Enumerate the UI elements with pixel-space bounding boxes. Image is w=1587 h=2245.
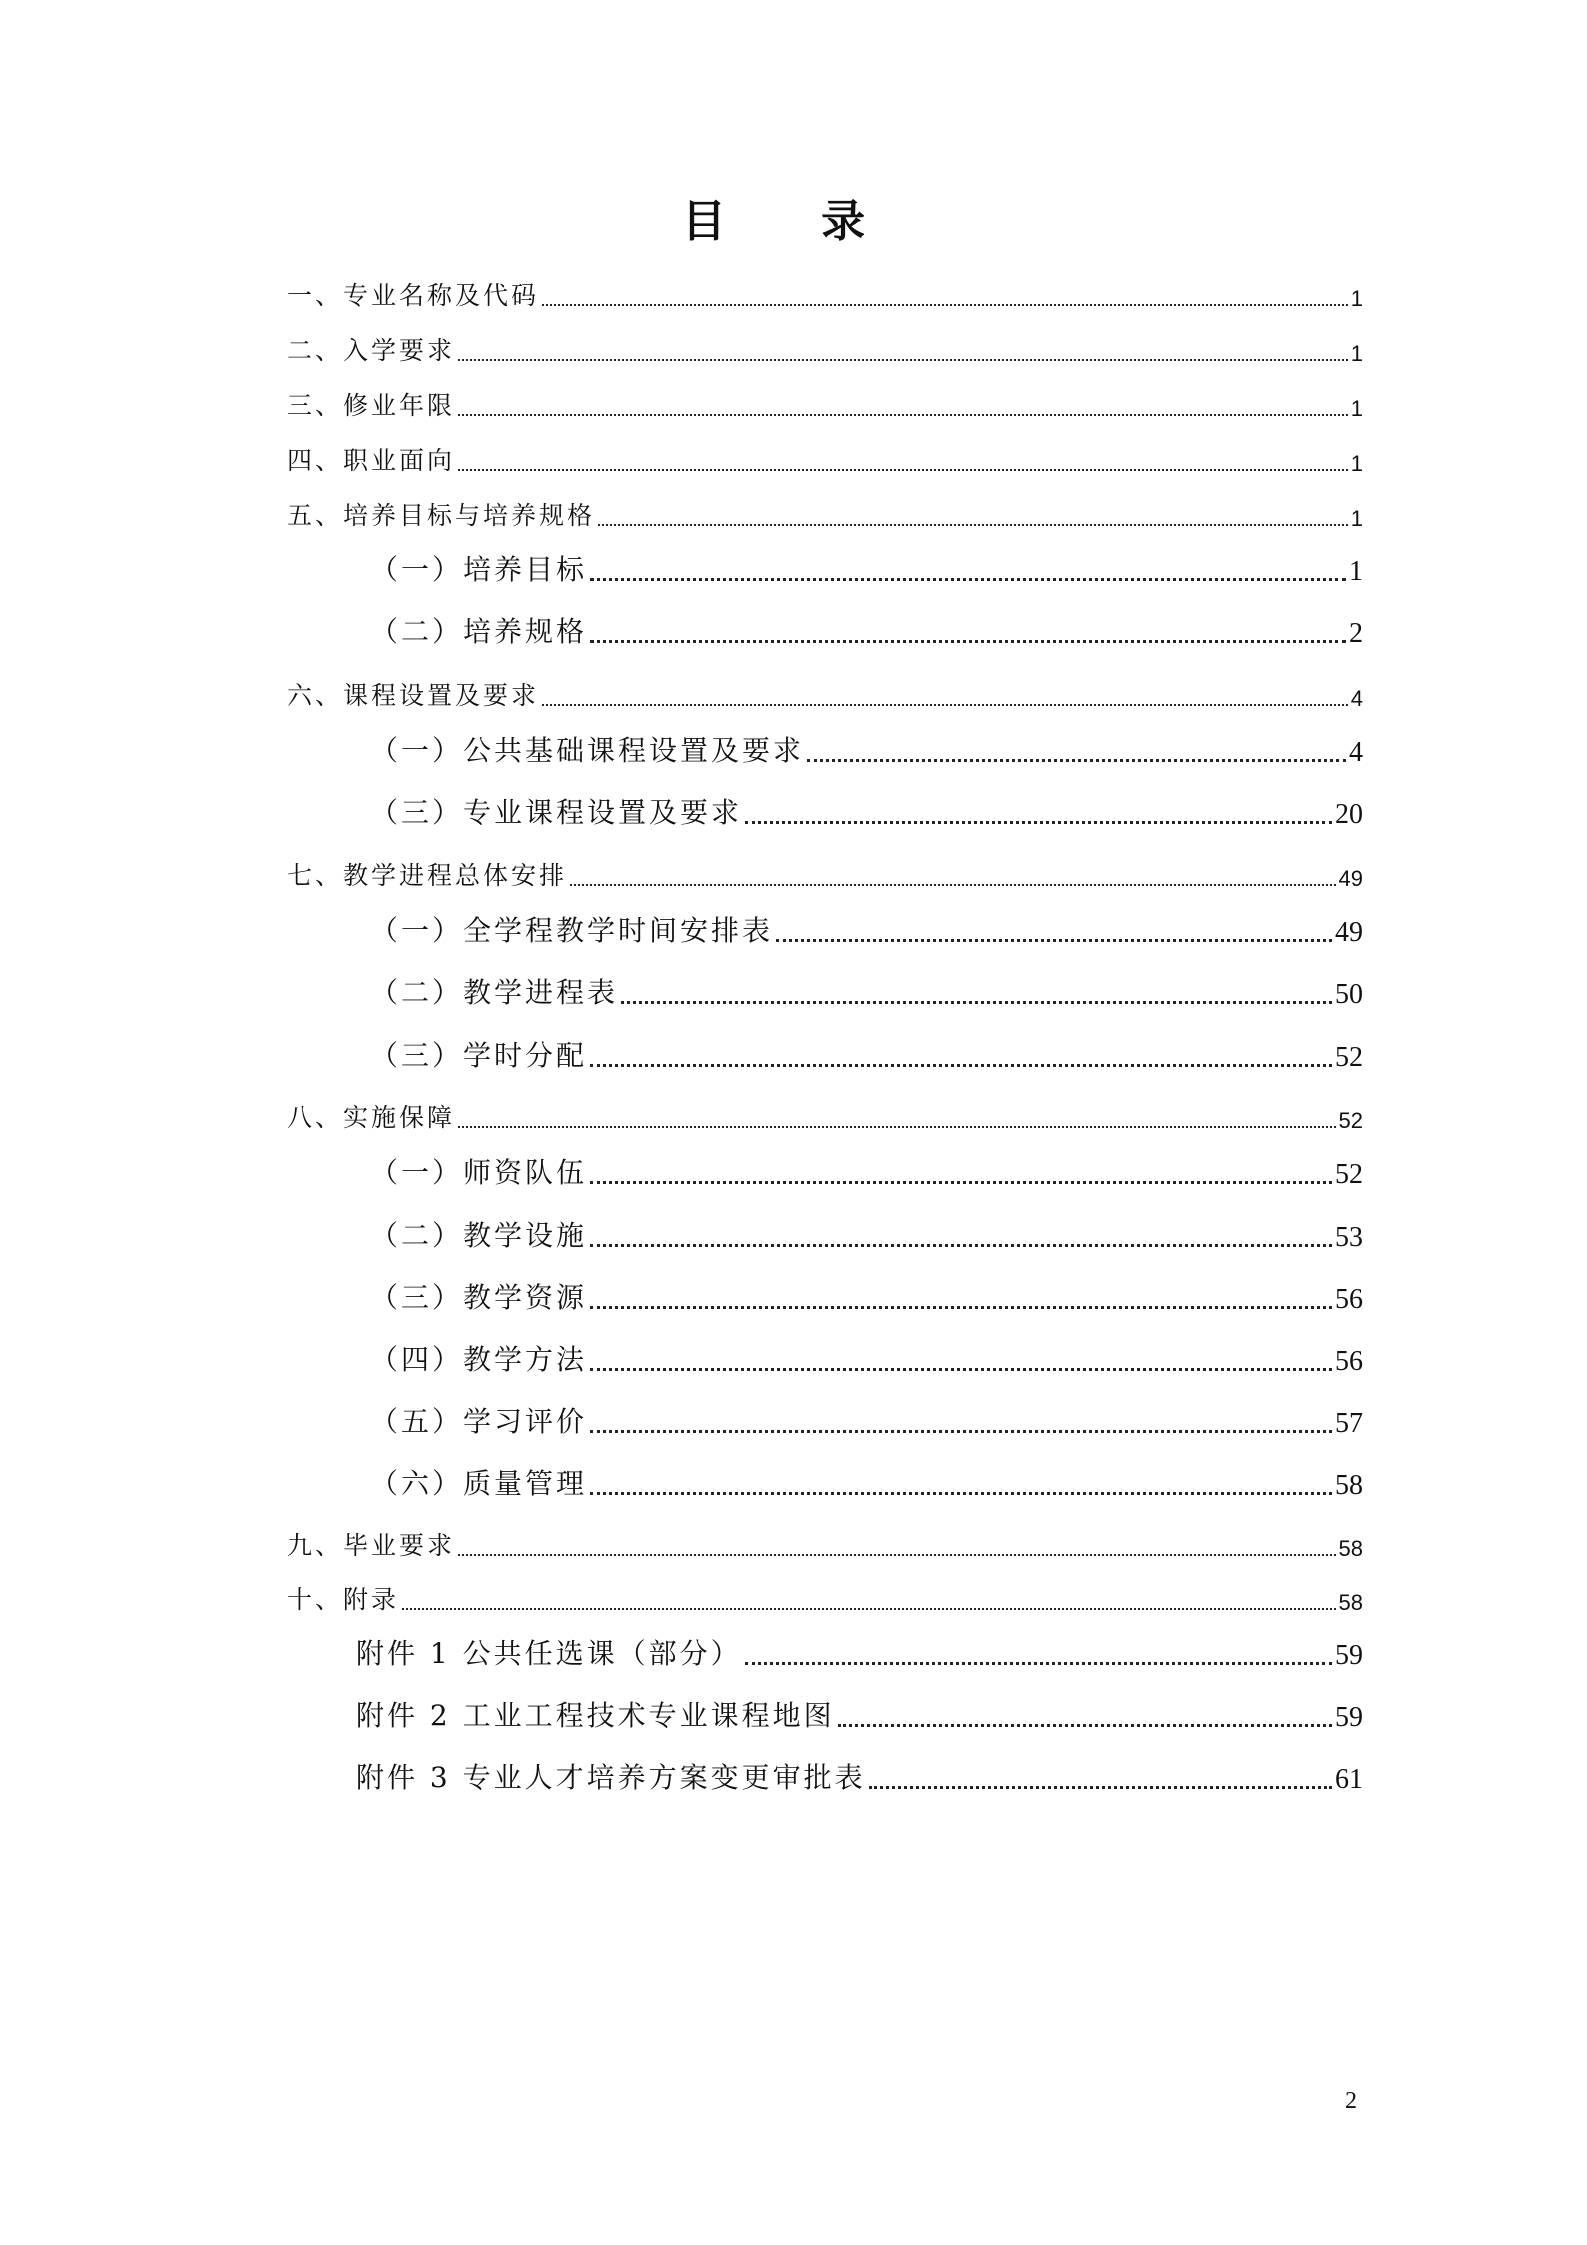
dot-leader [590, 1064, 1332, 1067]
toc-entry[interactable] [370, 975, 1363, 1011]
toc-entry-page: 59 [1335, 1702, 1363, 1733]
dot-leader [458, 359, 1348, 361]
toc-entry[interactable] [287, 445, 1363, 477]
dot-leader [807, 759, 1346, 762]
toc-entry-label: 四、职业面向 [287, 446, 456, 475]
toc-entry-label: （一）师资队伍 [370, 1156, 588, 1189]
toc-entry-label: （一）公共基础课程设置及要求 [370, 734, 805, 767]
toc-entry-page: 2 [1349, 618, 1363, 649]
toc-entry-page: 52 [1338, 1108, 1363, 1133]
toc-entry-page: 1 [1350, 506, 1363, 531]
toc-entry[interactable] [287, 1584, 1363, 1616]
toc-entry-page: 49 [1335, 917, 1363, 948]
dot-leader [590, 1368, 1332, 1371]
toc-entry-label: （四）教学方法 [370, 1343, 588, 1376]
toc-entry-label: （五）学习评价 [370, 1405, 588, 1438]
toc-entry-label: （二）培养规格 [370, 615, 588, 648]
toc-entry-page: 52 [1335, 1159, 1363, 1190]
toc-entry-label: （二）教学设施 [370, 1219, 588, 1252]
toc-entry-page: 50 [1335, 979, 1363, 1010]
page-number: 2 [1345, 2088, 1357, 2114]
toc-entry-label: （三）教学资源 [370, 1281, 588, 1314]
toc-entry-page: 58 [1335, 1470, 1363, 1501]
toc-entry[interactable] [370, 552, 1363, 588]
dot-leader [745, 821, 1332, 824]
toc-entry[interactable] [356, 1698, 1363, 1734]
toc-entry-label: 九、毕业要求 [287, 1531, 456, 1560]
toc-entry-page: 59 [1335, 1640, 1363, 1671]
toc-entry[interactable] [356, 1636, 1363, 1672]
toc-entry-label: 六、课程设置及要求 [287, 681, 540, 710]
toc-entry[interactable] [287, 1530, 1363, 1562]
toc-entry-label: 附件 2 工业工程技术专业课程地图 [356, 1699, 835, 1732]
dot-leader [590, 1181, 1332, 1184]
toc-entry-label: 五、培养目标与培养规格 [287, 501, 596, 530]
toc-entry[interactable] [287, 335, 1363, 367]
dot-leader [570, 884, 1336, 886]
toc-entry-page: 20 [1335, 799, 1363, 830]
toc-entry-label: 附件 3 专业人才培养方案变更审批表 [356, 1761, 866, 1794]
toc-entry-page: 58 [1338, 1590, 1363, 1615]
dot-leader [590, 1244, 1332, 1247]
toc-entry-label: （六）质量管理 [370, 1467, 588, 1500]
toc-entry[interactable] [370, 1342, 1363, 1378]
toc-entry[interactable] [370, 795, 1363, 831]
dot-leader [776, 939, 1332, 942]
dot-leader [458, 414, 1348, 416]
toc-entry-label: 一、专业名称及代码 [287, 281, 540, 310]
toc-entry[interactable] [287, 1102, 1363, 1134]
dot-leader [590, 578, 1346, 581]
toc-entry-label: （三）学时分配 [370, 1039, 588, 1072]
toc-entry-page: 1 [1350, 341, 1363, 366]
toc-entry-page: 1 [1350, 286, 1363, 311]
dot-leader [402, 1608, 1336, 1610]
toc-entry-page: 1 [1349, 556, 1363, 587]
toc-entry-label: 十、附录 [287, 1585, 400, 1614]
dot-leader [458, 469, 1348, 471]
toc-entry[interactable] [287, 390, 1363, 422]
toc-entry-page: 56 [1335, 1346, 1363, 1377]
toc-entry[interactable] [370, 1404, 1363, 1440]
toc-entry-label: （一）培养目标 [370, 553, 588, 586]
toc-entry-page: 49 [1338, 866, 1363, 891]
toc-entry-label: （三）专业课程设置及要求 [370, 796, 743, 829]
toc-entry[interactable] [370, 913, 1363, 949]
dot-leader [745, 1662, 1332, 1665]
dot-leader [458, 1126, 1336, 1128]
toc-entry-label: 附件 1 公共任选课（部分） [356, 1637, 742, 1670]
toc-entry-page: 57 [1335, 1408, 1363, 1439]
toc-entry[interactable] [370, 1280, 1363, 1316]
toc-entry-page: 1 [1350, 396, 1363, 421]
dot-leader [590, 1492, 1332, 1495]
toc-entry-page: 52 [1335, 1042, 1363, 1073]
dot-leader [590, 1306, 1332, 1309]
toc-entry-page: 56 [1335, 1284, 1363, 1315]
toc-entry[interactable] [370, 614, 1363, 650]
toc-entry-page: 61 [1335, 1764, 1363, 1795]
toc-entry-page: 1 [1350, 451, 1363, 476]
toc-entry-page: 4 [1350, 686, 1363, 711]
dot-leader [621, 1001, 1332, 1004]
toc-entry-label: （二）教学进程表 [370, 976, 619, 1009]
toc-entry-label: 三、修业年限 [287, 391, 456, 420]
toc-entry[interactable] [370, 1466, 1363, 1502]
toc-entry[interactable] [287, 680, 1363, 712]
page-title: 目 录 [681, 196, 906, 247]
toc-entry-label: 二、入学要求 [287, 336, 456, 365]
dot-leader [869, 1786, 1332, 1789]
dot-leader [838, 1724, 1332, 1727]
toc-entry-label: 八、实施保障 [287, 1103, 456, 1132]
toc-entry[interactable] [370, 1038, 1363, 1074]
dot-leader [590, 1430, 1332, 1433]
toc-entry[interactable] [356, 1760, 1363, 1796]
dot-leader [458, 1554, 1336, 1556]
toc-entry[interactable] [370, 1155, 1363, 1191]
toc-entry[interactable] [287, 280, 1363, 312]
dot-leader [598, 524, 1348, 526]
toc-entry[interactable] [287, 860, 1363, 892]
toc-entry[interactable] [370, 1218, 1363, 1254]
toc-entry-page: 53 [1335, 1222, 1363, 1253]
toc-entry-label: （一）全学程教学时间安排表 [370, 914, 774, 947]
toc-entry[interactable] [370, 733, 1363, 769]
dot-leader [590, 640, 1346, 643]
dot-leader [542, 704, 1348, 706]
toc-entry-page: 4 [1349, 737, 1363, 768]
dot-leader [542, 304, 1348, 306]
toc-entry-page: 58 [1338, 1536, 1363, 1561]
toc-entry-label: 七、教学进程总体安排 [287, 861, 568, 890]
toc-entry[interactable] [287, 500, 1363, 532]
